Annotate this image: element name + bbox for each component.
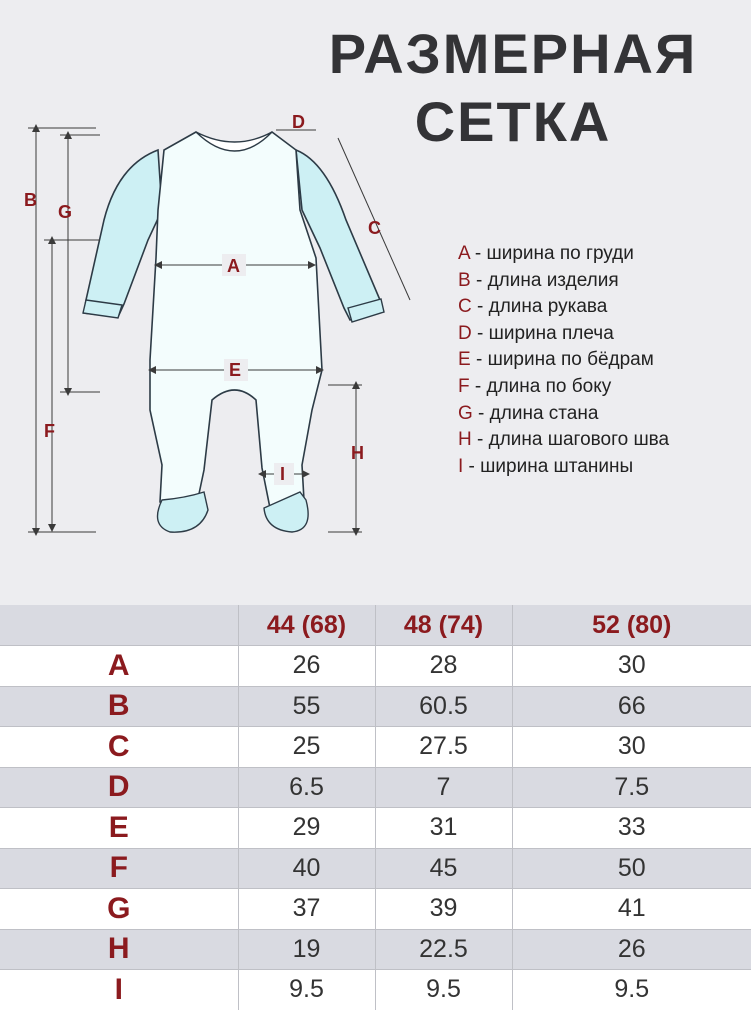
diagram-label-f: F bbox=[44, 421, 55, 441]
legend-key: F bbox=[458, 375, 470, 397]
legend-text: - ширина по бёдрам bbox=[470, 349, 654, 371]
size-value-cell: 50 bbox=[512, 848, 751, 889]
legend-text: - длина изделия bbox=[470, 269, 619, 291]
row-key: B bbox=[0, 686, 238, 727]
size-value-cell: 9.5 bbox=[375, 970, 512, 1010]
diagram-label-h: H bbox=[351, 443, 364, 463]
table-row bbox=[0, 767, 751, 808]
size-value-cell: 7 bbox=[375, 767, 512, 808]
table-row bbox=[0, 970, 751, 1010]
row-key: G bbox=[0, 889, 238, 930]
legend-key: H bbox=[458, 429, 472, 451]
diagram-label-i: I bbox=[280, 464, 286, 484]
legend-key: E bbox=[458, 349, 471, 371]
diagram-label-a: A bbox=[227, 256, 240, 276]
diagram-label-e: E bbox=[229, 360, 242, 380]
diagram-label-g: G bbox=[58, 202, 73, 222]
table-row bbox=[0, 686, 751, 727]
size-value-cell: 9.5 bbox=[238, 970, 375, 1010]
diagram-label-d: D bbox=[292, 112, 305, 132]
legend-key: I bbox=[458, 455, 464, 477]
legend-key: G bbox=[458, 402, 473, 424]
legend-list bbox=[458, 241, 669, 480]
size-value-cell: 7.5 bbox=[512, 767, 751, 808]
size-value-cell: 30 bbox=[512, 727, 751, 768]
legend-item bbox=[458, 294, 669, 321]
size-value-cell: 45 bbox=[375, 848, 512, 889]
row-key: I bbox=[0, 970, 238, 1010]
size-value-cell: 41 bbox=[512, 889, 751, 930]
legend-key: B bbox=[458, 269, 471, 291]
size-value-cell: 55 bbox=[238, 686, 375, 727]
row-key: H bbox=[0, 929, 238, 970]
size-value-cell: 26 bbox=[238, 646, 375, 687]
size-value-cell: 6.5 bbox=[238, 767, 375, 808]
size-value-cell: 37 bbox=[238, 889, 375, 930]
romper-diagram bbox=[0, 100, 440, 550]
table-row bbox=[0, 808, 751, 849]
left-sleeve bbox=[84, 150, 162, 317]
size-value-cell: 39 bbox=[375, 889, 512, 930]
table-row bbox=[0, 646, 751, 687]
legend-item bbox=[458, 241, 669, 268]
legend-text: - ширина по груди bbox=[469, 243, 634, 264]
romper-body bbox=[150, 132, 322, 508]
table-row bbox=[0, 848, 751, 889]
size-value-cell: 40 bbox=[238, 848, 375, 889]
size-value-cell: 9.5 bbox=[512, 970, 751, 1010]
legend-key: A bbox=[458, 243, 470, 264]
size-value-cell: 31 bbox=[375, 808, 512, 849]
legend-text: - длина шагового шва bbox=[471, 429, 670, 451]
legend-item bbox=[458, 374, 669, 401]
legend-item bbox=[458, 454, 669, 481]
row-key: F bbox=[0, 848, 238, 889]
size-table bbox=[0, 605, 751, 1010]
page-title-line-1: РАЗМЕРНАЯ bbox=[328, 22, 698, 85]
legend-text: - длина по боку bbox=[469, 375, 612, 397]
diagram-label-c: C bbox=[368, 218, 381, 238]
legend-item bbox=[458, 401, 669, 428]
size-value-cell: 66 bbox=[512, 686, 751, 727]
size-value-cell: 19 bbox=[238, 929, 375, 970]
header-cell-size-52: 52 (80) bbox=[512, 605, 751, 646]
legend-item bbox=[458, 321, 669, 348]
size-value-cell: 22.5 bbox=[375, 929, 512, 970]
size-value-cell: 29 bbox=[238, 808, 375, 849]
row-key: A bbox=[0, 646, 238, 687]
size-value-cell: 25 bbox=[238, 727, 375, 768]
legend-key: D bbox=[458, 322, 472, 344]
header-cell-blank bbox=[0, 605, 238, 646]
legend-item bbox=[458, 347, 669, 374]
legend-item bbox=[458, 427, 669, 454]
page-title-line-2: СЕТКА bbox=[414, 90, 612, 153]
row-key: D bbox=[0, 767, 238, 808]
size-value-cell: 60.5 bbox=[375, 686, 512, 727]
legend-text: - длина рукава bbox=[471, 296, 608, 318]
header-cell-size-44: 44 (68) bbox=[238, 605, 375, 646]
header-cell-size-48: 48 (74) bbox=[375, 605, 512, 646]
table-row bbox=[0, 889, 751, 930]
diagram-label-b: B bbox=[24, 190, 37, 210]
size-value-cell: 28 bbox=[375, 646, 512, 687]
table-row bbox=[0, 727, 751, 768]
legend-item bbox=[458, 268, 669, 295]
size-value-cell: 33 bbox=[512, 808, 751, 849]
row-key: E bbox=[0, 808, 238, 849]
table-row bbox=[0, 929, 751, 970]
size-value-cell: 30 bbox=[512, 646, 751, 687]
legend-text: - ширина плеча bbox=[471, 322, 614, 344]
legend-text: - длина стана bbox=[472, 402, 599, 424]
row-key: C bbox=[0, 727, 238, 768]
legend-key: C bbox=[458, 296, 472, 318]
legend-text: - ширина штанины bbox=[463, 455, 634, 477]
size-value-cell: 26 bbox=[512, 929, 751, 970]
size-table-header bbox=[0, 605, 751, 646]
size-value-cell: 27.5 bbox=[375, 727, 512, 768]
